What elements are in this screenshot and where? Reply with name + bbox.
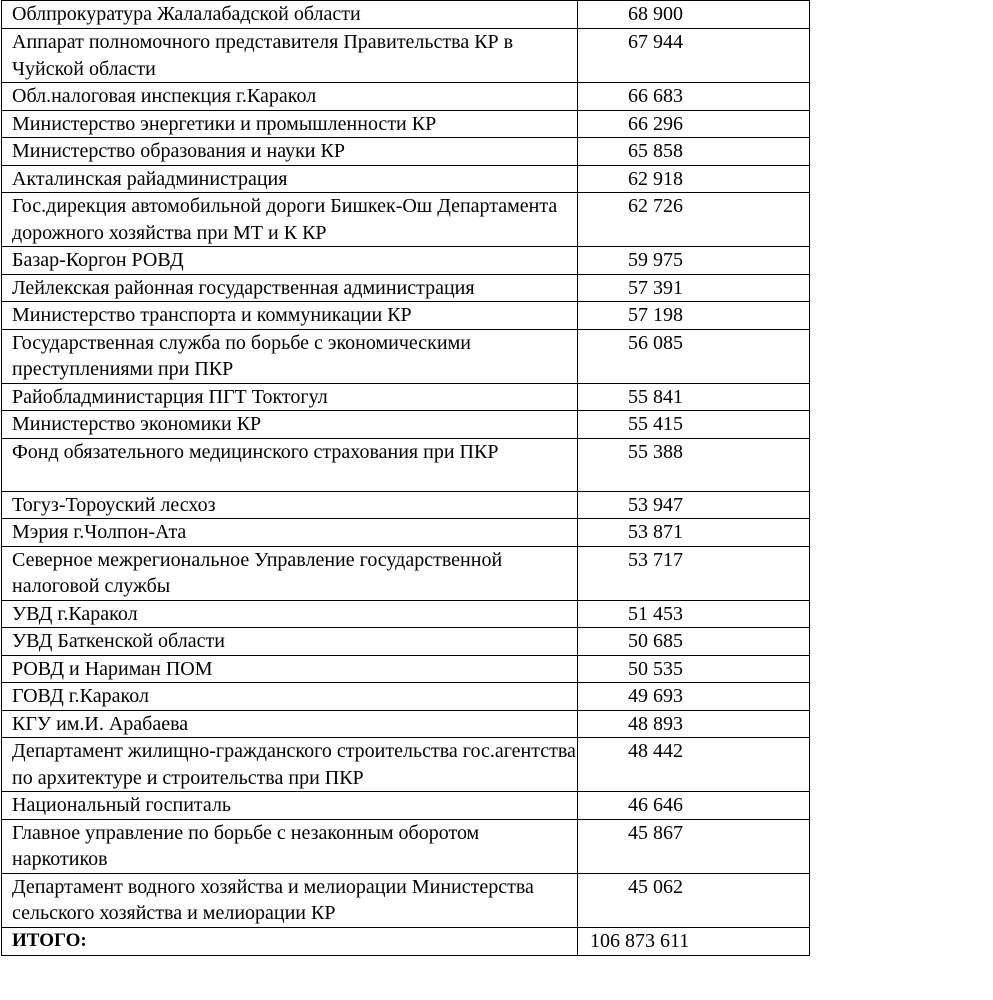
organization-name: Северное межрегиональное Управление государственной налоговой службы — [2, 546, 578, 600]
table-row — [2, 738, 810, 792]
amount-value: 67 944 — [578, 29, 810, 83]
amount-value: 56 085 — [578, 329, 810, 383]
organization-name: Райобладминистарция ПГТ Токтогул — [2, 383, 578, 411]
table-row — [2, 193, 810, 247]
organization-name: Департамент жилищно-гражданского строительства гос.агентства по архитектуре и строительства при ПКР — [2, 738, 578, 792]
organization-name: Департамент водного хозяйства и мелиорации Министерства сельского хозяйства и мелиорации КР — [2, 873, 578, 927]
table-row — [2, 83, 810, 111]
organization-name: Лейлекская районная государственная администрация — [2, 274, 578, 302]
organization-name: ГОВД г.Каракол — [2, 683, 578, 711]
organization-name: Аппарат полномочного представителя Правительства КР в Чуйской области — [2, 29, 578, 83]
amount-value: 59 975 — [578, 247, 810, 275]
amount-value: 65 858 — [578, 138, 810, 166]
amount-value: 53 947 — [578, 491, 810, 519]
amount-value: 68 900 — [578, 1, 810, 29]
table-row — [2, 600, 810, 628]
organization-name: Акталинская райадминистрация — [2, 165, 578, 193]
organization-name: КГУ им.И. Арабаева — [2, 710, 578, 738]
amount-value: 50 685 — [578, 628, 810, 656]
table-row — [2, 683, 810, 711]
amount-value: 51 453 — [578, 600, 810, 628]
total-value: 106 873 611 — [578, 927, 810, 955]
organization-name: УВД г.Каракол — [2, 600, 578, 628]
amount-value: 53 717 — [578, 546, 810, 600]
amount-value: 66 683 — [578, 83, 810, 111]
table-row — [2, 302, 810, 330]
table-row — [2, 274, 810, 302]
amount-value: 49 693 — [578, 683, 810, 711]
organization-name: Базар-Коргон РОВД — [2, 247, 578, 275]
organization-name: РОВД и Нариман ПОМ — [2, 655, 578, 683]
organization-name: Обл.налоговая инспекция г.Каракол — [2, 83, 578, 111]
organization-name: Гос.дирекция автомобильной дороги Бишкек-Ош Департамента дорожного хозяйства при МТ и К КР — [2, 193, 578, 247]
table-row — [2, 138, 810, 166]
total-row — [2, 927, 810, 955]
amount-value: 46 646 — [578, 792, 810, 820]
amount-value: 55 415 — [578, 411, 810, 439]
organization-name: Тогуз-Тороуский лесхоз — [2, 491, 578, 519]
organization-name: Облпрокуратура Жалалабадской области — [2, 1, 578, 29]
table-row — [2, 655, 810, 683]
organization-name: Национальный госпиталь — [2, 792, 578, 820]
organization-name: Мэрия г.Чолпон-Ата — [2, 519, 578, 547]
table-row — [2, 329, 810, 383]
amount-value: 50 535 — [578, 655, 810, 683]
table-row — [2, 1, 810, 29]
amount-value: 57 391 — [578, 274, 810, 302]
table-row — [2, 628, 810, 656]
table-row — [2, 519, 810, 547]
amount-value: 48 442 — [578, 738, 810, 792]
organization-name: Фонд обязательного медицинского страхования при ПКР — [2, 438, 578, 491]
table-row — [2, 546, 810, 600]
table-row — [2, 165, 810, 193]
organization-name: Министерство образования и науки КР — [2, 138, 578, 166]
amount-value: 55 841 — [578, 383, 810, 411]
amount-value: 53 871 — [578, 519, 810, 547]
table-row — [2, 873, 810, 927]
organization-name: Главное управление по борьбе с незаконным оборотом наркотиков — [2, 819, 578, 873]
table-row — [2, 110, 810, 138]
total-label: ИТОГО: — [2, 927, 578, 955]
amount-value: 55 388 — [578, 438, 810, 491]
amount-value: 66 296 — [578, 110, 810, 138]
amount-value: 62 918 — [578, 165, 810, 193]
table-row — [2, 29, 810, 83]
amount-value: 57 198 — [578, 302, 810, 330]
table-row — [2, 710, 810, 738]
table-row — [2, 491, 810, 519]
organization-name: Министерство транспорта и коммуникации КР — [2, 302, 578, 330]
organizations-table — [1, 0, 810, 956]
amount-value: 48 893 — [578, 710, 810, 738]
organization-name: Государственная служба по борьбе с экономическими преступлениями при ПКР — [2, 329, 578, 383]
table-row — [2, 383, 810, 411]
table-row — [2, 819, 810, 873]
amount-value: 45 062 — [578, 873, 810, 927]
organization-name: Министерство экономики КР — [2, 411, 578, 439]
table-row — [2, 247, 810, 275]
table-row — [2, 411, 810, 439]
organization-name: УВД Баткенской области — [2, 628, 578, 656]
amount-value: 62 726 — [578, 193, 810, 247]
table-row — [2, 438, 810, 491]
table-row — [2, 792, 810, 820]
amount-value: 45 867 — [578, 819, 810, 873]
organization-name: Министерство энергетики и промышленности КР — [2, 110, 578, 138]
